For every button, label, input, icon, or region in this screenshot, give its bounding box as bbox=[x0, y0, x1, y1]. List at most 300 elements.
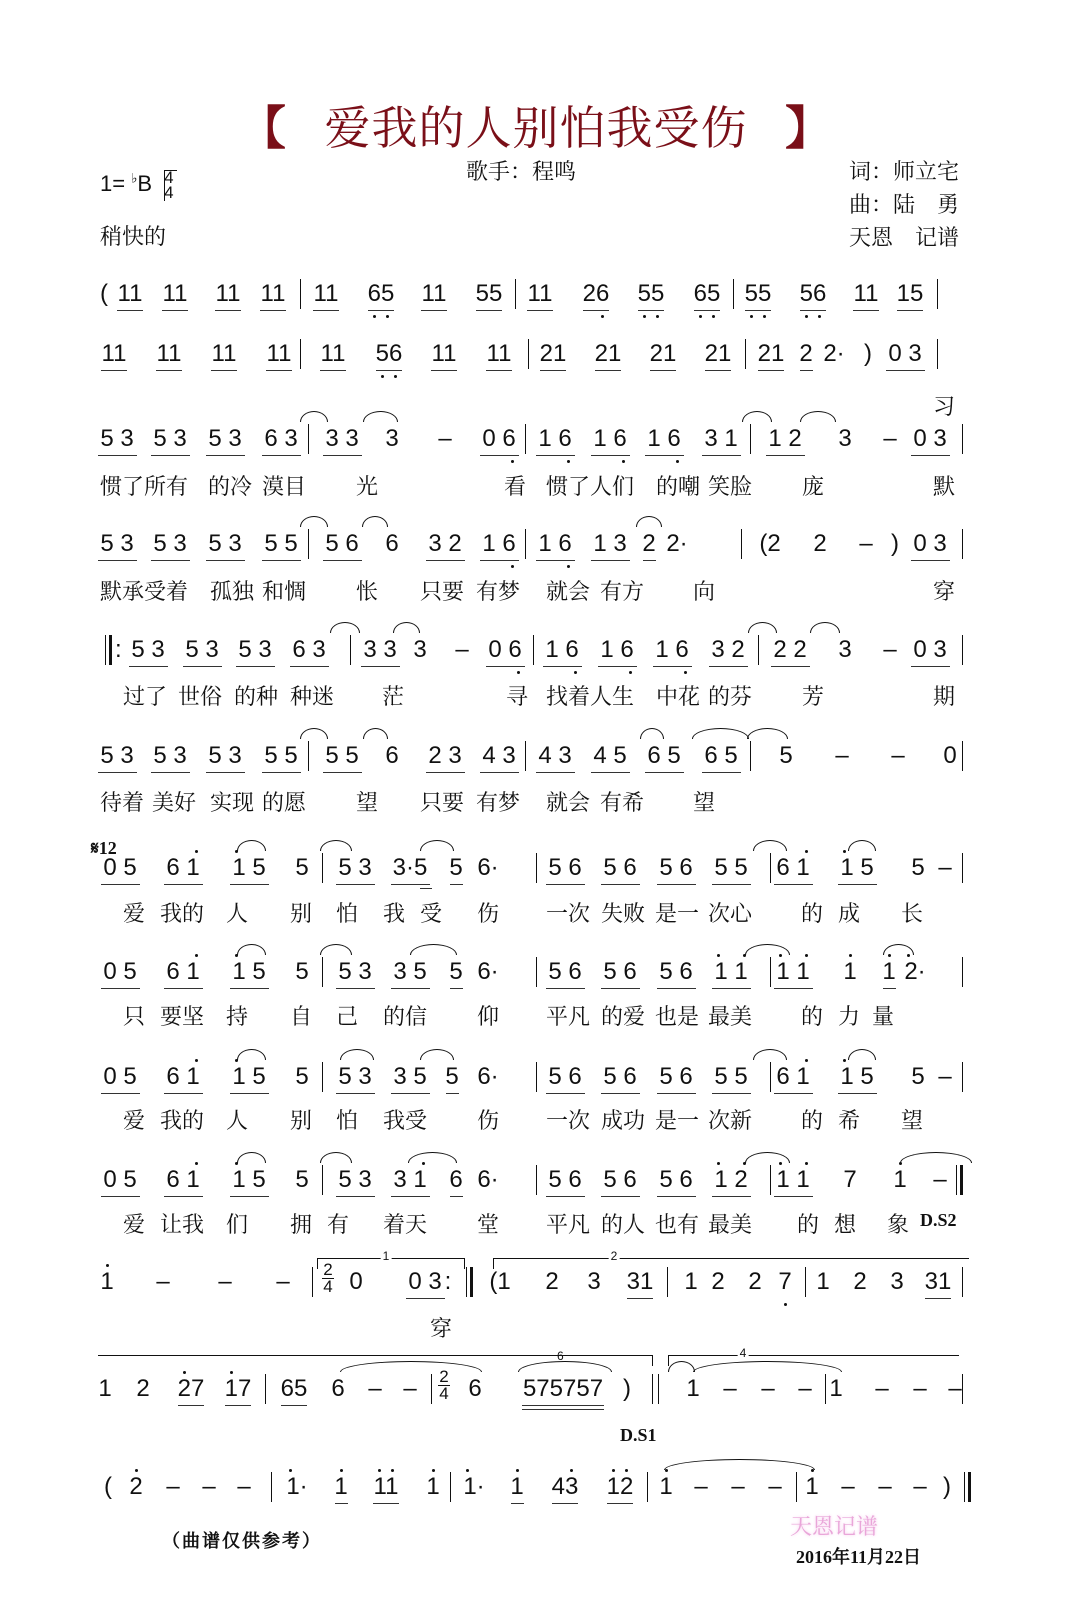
jianpu-note: 1 2 bbox=[714, 1166, 748, 1193]
slur-tie bbox=[363, 728, 388, 739]
jianpu-note: 1 6 bbox=[545, 636, 579, 663]
eighth-underline bbox=[178, 1405, 204, 1406]
time-sig-bottom: 4 bbox=[164, 183, 174, 202]
lyric-text: 美好 bbox=[152, 791, 197, 816]
octave-low-dot bbox=[656, 315, 659, 318]
jianpu-note: 0 3 bbox=[888, 340, 922, 367]
song-title bbox=[0, 92, 1072, 158]
eighth-underline bbox=[164, 1093, 203, 1094]
eighth-underline bbox=[290, 666, 329, 667]
octave-high-dot bbox=[391, 1469, 394, 1472]
flat-icon: ♭ bbox=[131, 170, 138, 186]
eighth-underline bbox=[638, 310, 664, 311]
barline bbox=[745, 339, 746, 369]
jianpu-note: 5 3 bbox=[338, 854, 372, 881]
jianpu-note: 5 6 bbox=[659, 958, 693, 985]
eighth-underline bbox=[164, 884, 203, 885]
slur-tie bbox=[237, 1152, 266, 1163]
eighth-underline bbox=[546, 884, 585, 885]
jianpu-note: 55 bbox=[475, 280, 503, 307]
eighth-underline bbox=[373, 1503, 399, 1504]
lyric-text: 的冷 bbox=[208, 475, 253, 500]
octave-high-dot bbox=[717, 954, 720, 957]
jianpu-note: 5 6 bbox=[548, 958, 582, 985]
eighth-underline bbox=[117, 310, 143, 311]
eighth-underline bbox=[376, 370, 402, 371]
jianpu-note: 1 bbox=[510, 1473, 524, 1500]
jianpu-note: 6 3 bbox=[264, 425, 298, 452]
eighth-underline bbox=[627, 1298, 653, 1299]
eighth-underline bbox=[262, 560, 301, 561]
lyric-text: 实现 bbox=[210, 791, 255, 816]
lyric-text: 穿 bbox=[430, 1317, 453, 1342]
jianpu-note: – bbox=[913, 1375, 927, 1402]
eighth-underline bbox=[595, 370, 621, 371]
slur-tie bbox=[363, 411, 398, 422]
lyric-text: 的 bbox=[801, 1109, 824, 1134]
eighth-underline bbox=[421, 310, 447, 311]
jianpu-note: – bbox=[166, 1473, 180, 1500]
eighth-underline bbox=[129, 666, 168, 667]
lyric-text: 的嘲 bbox=[656, 475, 701, 500]
barline bbox=[825, 1374, 826, 1404]
jianpu-note: 5 6 bbox=[659, 1166, 693, 1193]
lyric-text: 最美 bbox=[708, 1213, 753, 1238]
title-bracket-open: 【 bbox=[239, 101, 287, 155]
octave-high-dot bbox=[843, 850, 846, 853]
lyric-text: 我的 bbox=[160, 1109, 205, 1134]
barline bbox=[525, 529, 526, 559]
eighth-underline bbox=[911, 455, 950, 456]
lyric-text: 穿 bbox=[933, 580, 956, 605]
jianpu-note: 5 6 bbox=[325, 530, 359, 557]
octave-high-dot bbox=[805, 954, 808, 957]
octave-low-dot bbox=[381, 375, 384, 378]
barline bbox=[265, 1374, 266, 1404]
jianpu-note: 0 5 bbox=[103, 1063, 137, 1090]
eighth-underline bbox=[262, 455, 301, 456]
lyric-text: 的芬 bbox=[708, 685, 753, 710]
jianpu-note: 6 bbox=[385, 742, 399, 769]
jianpu-note: 11 bbox=[117, 280, 143, 307]
volta-bracket bbox=[98, 1355, 653, 1366]
key-signature bbox=[100, 170, 174, 200]
eighth-underline bbox=[162, 310, 188, 311]
lyric-text: 我的 bbox=[160, 902, 205, 927]
eighth-underline bbox=[601, 884, 640, 885]
jianpu-note: 5 3 bbox=[153, 530, 187, 557]
jianpu-note: ( bbox=[100, 280, 108, 307]
jianpu-note: 1 bbox=[805, 1473, 819, 1500]
jianpu-note: 2 bbox=[545, 1268, 559, 1295]
jianpu-note: 65 bbox=[693, 280, 721, 307]
jianpu-note: 2 bbox=[853, 1268, 867, 1295]
jianpu-note: ) bbox=[943, 1473, 951, 1500]
barline bbox=[525, 741, 526, 771]
jianpu-note: 0 bbox=[943, 742, 957, 769]
jianpu-note: 6 1 bbox=[776, 854, 810, 881]
jianpu-note: – bbox=[202, 1473, 216, 1500]
jianpu-note: 5 bbox=[779, 742, 793, 769]
jianpu-note: 2 bbox=[136, 1375, 150, 1402]
eighth-underline bbox=[536, 772, 575, 773]
lyric-text: 平凡 bbox=[546, 1213, 591, 1238]
double-barline-thin bbox=[964, 1472, 965, 1502]
eighth-underline bbox=[552, 1503, 578, 1504]
barline bbox=[533, 635, 534, 665]
eighth-underline bbox=[911, 560, 950, 561]
lyric-text: 一次 bbox=[546, 902, 591, 927]
eighth-underline bbox=[657, 1196, 696, 1197]
jianpu-note: 5 5 bbox=[325, 742, 359, 769]
jianpu-note: 5 bbox=[911, 1063, 925, 1090]
eighth-underline bbox=[230, 988, 269, 989]
jianpu-note: 2 bbox=[799, 340, 813, 367]
jianpu-note: 21 bbox=[704, 340, 732, 367]
jianpu-note: – bbox=[891, 742, 905, 769]
jianpu-note: 5 5 bbox=[264, 530, 298, 557]
jianpu-note: 3 bbox=[890, 1268, 904, 1295]
jianpu-note: ) bbox=[623, 1375, 631, 1402]
jianpu-note: 5 5 bbox=[714, 854, 748, 881]
jianpu-note: 2 bbox=[642, 530, 656, 557]
lyric-text: 成 bbox=[838, 902, 861, 927]
octave-low-dot bbox=[574, 671, 577, 674]
jianpu-note: – bbox=[218, 1268, 232, 1295]
jianpu-note: ) bbox=[891, 530, 899, 557]
octave-low-dot bbox=[517, 671, 520, 674]
lyric-text: 爱 bbox=[123, 1109, 146, 1134]
jianpu-note: 0 3 bbox=[913, 425, 947, 452]
lyric-text: 长 bbox=[901, 902, 924, 927]
barline bbox=[741, 529, 742, 559]
jianpu-note: 2 bbox=[813, 530, 827, 557]
lyric-text: 默 bbox=[933, 475, 956, 500]
eighth-underline bbox=[230, 884, 269, 885]
jianpu-note: 0 6 bbox=[482, 425, 516, 452]
barline bbox=[300, 339, 301, 369]
lyric-text: 爱 bbox=[123, 902, 146, 927]
lyric-text: 过了 bbox=[123, 685, 168, 710]
jianpu-note: 5 3 bbox=[100, 530, 134, 557]
lyric-text: 期 bbox=[933, 685, 956, 710]
eighth-underline bbox=[712, 884, 751, 885]
jianpu-note: 11 bbox=[431, 340, 457, 367]
lyric-text: 是一 bbox=[655, 902, 700, 927]
barline bbox=[308, 529, 309, 559]
jianpu-note: 11 bbox=[853, 280, 879, 307]
jianpu-note: 1 bbox=[686, 1375, 700, 1402]
barline bbox=[937, 279, 938, 309]
jianpu-note: 6 1 bbox=[166, 1166, 200, 1193]
octave-high-dot bbox=[849, 954, 852, 957]
lyric-text: 望 bbox=[356, 791, 379, 816]
slur-tie bbox=[848, 840, 876, 851]
jianpu-note: 5 3 bbox=[338, 1063, 372, 1090]
jianpu-note: 3 bbox=[413, 636, 427, 663]
repeat-dots: : bbox=[115, 636, 122, 663]
slur-tie bbox=[883, 944, 914, 955]
jianpu-note: 15 bbox=[896, 280, 924, 307]
barline bbox=[750, 424, 751, 454]
jianpu-note: – bbox=[438, 425, 452, 452]
eighth-underline bbox=[446, 1093, 459, 1094]
barline bbox=[271, 1472, 272, 1502]
lyric-text: 就会 bbox=[546, 791, 591, 816]
jianpu-note: 11 bbox=[215, 280, 241, 307]
eighth-underline bbox=[650, 370, 676, 371]
jianpu-note: 3 1 bbox=[393, 1166, 427, 1193]
eighth-underline bbox=[236, 666, 275, 667]
eighth-underline bbox=[323, 772, 362, 773]
octave-high-dot bbox=[230, 1371, 233, 1374]
lyric-text: 怕 bbox=[336, 902, 359, 927]
barline bbox=[962, 853, 963, 883]
lyric-text: 力 bbox=[838, 1005, 861, 1030]
eighth-underline bbox=[391, 988, 430, 989]
jianpu-note: 1 6 bbox=[600, 636, 634, 663]
jianpu-note: – bbox=[156, 1268, 170, 1295]
jianpu-note: 11 bbox=[373, 1473, 399, 1500]
slur-tie bbox=[237, 1049, 266, 1060]
jianpu-note: 1 bbox=[684, 1268, 698, 1295]
jianpu-note: 3·5 bbox=[392, 854, 428, 881]
barline bbox=[308, 741, 309, 771]
jianpu-note: – bbox=[938, 1063, 952, 1090]
eighth-underline bbox=[480, 560, 519, 561]
jianpu-note: 6 1 bbox=[776, 1063, 810, 1090]
lyric-text: 己 bbox=[336, 1005, 359, 1030]
eighth-underline bbox=[336, 1093, 375, 1094]
jianpu-note: 1 bbox=[893, 1166, 907, 1193]
lyric-text: 最美 bbox=[708, 1005, 753, 1030]
key-note: B bbox=[137, 170, 153, 196]
jianpu-note: 7 bbox=[778, 1268, 792, 1295]
jianpu-note: – bbox=[368, 1375, 382, 1402]
jianpu-note: 3 3 bbox=[363, 636, 397, 663]
jianpu-note: 4 3 bbox=[538, 742, 572, 769]
eighth-underline bbox=[527, 310, 553, 311]
jianpu-note: 1 bbox=[100, 1268, 114, 1295]
jianpu-note: 5 6 bbox=[603, 854, 637, 881]
lyric-text: 中花 bbox=[656, 685, 701, 710]
slur-tie bbox=[300, 516, 328, 527]
slur-tie bbox=[393, 622, 420, 633]
jianpu-note: 6 1 bbox=[166, 1063, 200, 1090]
slur-tie bbox=[300, 411, 328, 422]
jianpu-note: 11 bbox=[313, 280, 339, 307]
slur-tie bbox=[300, 728, 328, 739]
eighth-underline bbox=[702, 772, 741, 773]
lyric-text: 的愿 bbox=[262, 791, 307, 816]
barline bbox=[300, 279, 301, 309]
lyric-text: 别 bbox=[290, 902, 313, 927]
octave-high-dot bbox=[432, 1469, 435, 1472]
jianpu-note: 5 3 bbox=[131, 636, 165, 663]
lyric-text: 和惆 bbox=[262, 580, 307, 605]
jianpu-note: 0 3 bbox=[408, 1268, 442, 1295]
octave-low-dot bbox=[567, 565, 570, 568]
barline bbox=[962, 741, 963, 771]
eighth-underline bbox=[645, 455, 684, 456]
repeat-start-barline bbox=[105, 635, 112, 665]
jianpu-note: 11 bbox=[421, 280, 447, 307]
eighth-underline bbox=[486, 370, 512, 371]
jianpu-note: 2 bbox=[711, 1268, 725, 1295]
jianpu-note: 5 6 bbox=[603, 1166, 637, 1193]
time-signature-change: 2 4 bbox=[323, 1260, 333, 1296]
lyric-text: 惯了所有 bbox=[100, 475, 189, 500]
eighth-underline bbox=[164, 1196, 203, 1197]
jianpu-note: 1 5 bbox=[232, 1166, 266, 1193]
slur-tie bbox=[408, 1152, 457, 1163]
octave-high-dot bbox=[195, 850, 198, 853]
jianpu-note: 1 bbox=[816, 1268, 830, 1295]
barline bbox=[431, 1374, 432, 1404]
eighth-underline bbox=[591, 772, 630, 773]
jianpu-note: 1 3 bbox=[593, 530, 627, 557]
jianpu-note: 5 bbox=[295, 854, 309, 881]
eighth-underline bbox=[546, 1196, 585, 1197]
jianpu-note: 1 6 bbox=[593, 425, 627, 452]
lyric-text: 次新 bbox=[708, 1109, 753, 1134]
lyric-text: 也有 bbox=[655, 1213, 700, 1238]
jianpu-note: ) bbox=[864, 340, 872, 367]
lyric-text: 望 bbox=[693, 791, 716, 816]
eighth-underline bbox=[225, 1405, 251, 1406]
eighth-underline bbox=[853, 310, 879, 311]
eighth-underline bbox=[800, 370, 813, 371]
eighth-underline bbox=[450, 1196, 463, 1197]
eighth-underline bbox=[702, 455, 741, 456]
jianpu-note: 5 3 bbox=[238, 636, 272, 663]
jianpu-note: 3 bbox=[587, 1268, 601, 1295]
eighth-underline bbox=[230, 1196, 269, 1197]
jianpu-note: 0 5 bbox=[103, 958, 137, 985]
eighth-underline bbox=[323, 560, 362, 561]
eighth-underline bbox=[774, 988, 813, 989]
eighth-underline bbox=[183, 666, 222, 667]
lyric-text: 也是 bbox=[655, 1005, 700, 1030]
slur-tie bbox=[742, 411, 772, 422]
lyric-text: 有梦 bbox=[476, 791, 521, 816]
jianpu-note: 5 3 bbox=[338, 1166, 372, 1193]
lyricist-credit: 词：师立宅 bbox=[849, 160, 960, 185]
octave-low-dot bbox=[629, 671, 632, 674]
jianpu-note: 4 3 bbox=[482, 742, 516, 769]
octave-high-dot bbox=[195, 1162, 198, 1165]
jianpu-note: 11 bbox=[320, 340, 346, 367]
eighth-underline bbox=[645, 772, 684, 773]
eighth-underline bbox=[745, 310, 771, 311]
eighth-underline bbox=[164, 988, 203, 989]
slur-tie bbox=[420, 840, 454, 851]
jianpu-note: 2· bbox=[904, 958, 926, 985]
eighth-underline bbox=[206, 560, 245, 561]
lyric-text: 一次 bbox=[546, 1109, 591, 1134]
eighth-underline bbox=[540, 370, 566, 371]
jianpu-note: 1· bbox=[286, 1473, 308, 1500]
jianpu-note: 6 3 bbox=[292, 636, 326, 663]
slur-tie bbox=[692, 728, 749, 739]
eighth-underline bbox=[450, 884, 463, 885]
octave-high-dot bbox=[805, 850, 808, 853]
jianpu-note: – bbox=[455, 636, 469, 663]
navigation-mark: 𝄋12 bbox=[91, 838, 117, 858]
lyric-text: 种迷 bbox=[290, 685, 335, 710]
eighth-underline bbox=[281, 1405, 307, 1406]
volta-number: 4 bbox=[739, 1346, 747, 1360]
time-signature-change: 2 4 bbox=[439, 1367, 449, 1403]
eighth-underline bbox=[712, 988, 751, 989]
slur-tie bbox=[745, 944, 790, 955]
slur-tie bbox=[747, 728, 788, 739]
jianpu-note: – bbox=[768, 1473, 782, 1500]
eighth-underline bbox=[712, 1196, 751, 1197]
eighth-underline bbox=[101, 370, 127, 371]
eighth-underline bbox=[101, 1196, 140, 1197]
eighth-underline bbox=[480, 455, 519, 456]
jianpu-note: 1 bbox=[882, 958, 896, 985]
lyric-text: 只 bbox=[123, 1005, 146, 1030]
jianpu-note: 5 3 bbox=[338, 958, 372, 985]
jianpu-note: 5 5 bbox=[714, 1063, 748, 1090]
eighth-underline bbox=[156, 370, 182, 371]
octave-low-dot bbox=[676, 460, 679, 463]
jianpu-note: 65 bbox=[280, 1375, 308, 1402]
octave-high-dot bbox=[570, 1469, 573, 1472]
jianpu-note: 26 bbox=[582, 280, 610, 307]
jianpu-note: 1· bbox=[463, 1473, 485, 1500]
lyric-text: 持 bbox=[226, 1005, 249, 1030]
volta-bracket bbox=[317, 1249, 465, 1269]
octave-low-dot bbox=[712, 315, 715, 318]
sixteenth-underline bbox=[522, 1405, 604, 1410]
tuplet-number: 6 bbox=[557, 1349, 564, 1363]
lyric-text: 的种 bbox=[234, 685, 279, 710]
jianpu-note: 0 3 bbox=[913, 530, 947, 557]
jianpu-note: 56 bbox=[375, 340, 403, 367]
jianpu-note: 2 2 bbox=[773, 636, 807, 663]
jianpu-note: 55 bbox=[744, 280, 772, 307]
octave-high-dot bbox=[195, 1059, 198, 1062]
jianpu-note: – bbox=[938, 854, 952, 881]
jianpu-note: 1 2 bbox=[768, 425, 802, 452]
eighth-underline bbox=[536, 455, 575, 456]
jianpu-note: 31 bbox=[626, 1268, 654, 1295]
jianpu-note: – bbox=[913, 1473, 927, 1500]
barline bbox=[312, 1267, 313, 1297]
barline bbox=[350, 635, 351, 665]
double-barline-thick bbox=[470, 1267, 473, 1297]
lyric-text: 有梦 bbox=[476, 580, 521, 605]
slur-tie bbox=[237, 840, 266, 851]
slur-tie bbox=[320, 840, 352, 851]
eighth-underline bbox=[712, 1093, 751, 1094]
jianpu-note: 5 6 bbox=[603, 958, 637, 985]
jianpu-note: 11 bbox=[156, 340, 182, 367]
jianpu-note: 0 bbox=[349, 1268, 363, 1295]
slur-tie bbox=[362, 516, 388, 527]
jianpu-note: 11 bbox=[211, 340, 237, 367]
jianpu-note: 5 bbox=[911, 854, 925, 881]
jianpu-note: – bbox=[694, 1473, 708, 1500]
octave-low-dot bbox=[386, 315, 389, 318]
lyric-text: 让我 bbox=[160, 1213, 205, 1238]
jianpu-note: 1 6 bbox=[655, 636, 689, 663]
lyric-text: 有希 bbox=[600, 791, 645, 816]
eighth-underline bbox=[361, 666, 400, 667]
